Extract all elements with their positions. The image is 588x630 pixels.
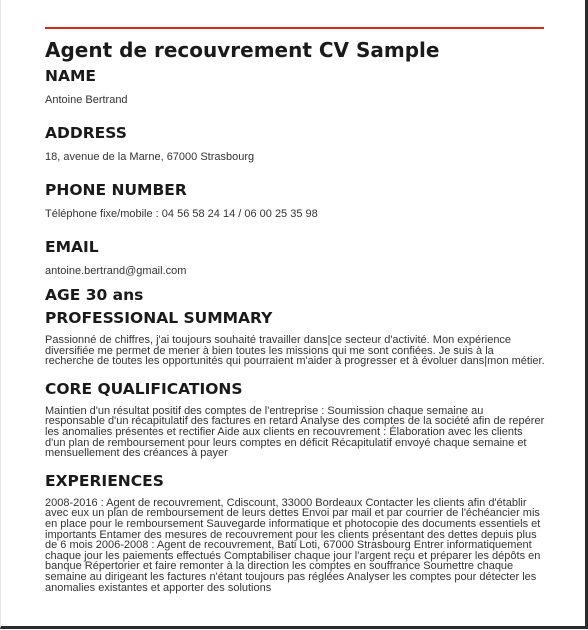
summary-text: Passionné de chiffres, j'ai toujours souhaité travailler dans|ce secteur d'activité. Mon expérience diversifiée me permet de mener à bien toutes les missions qui me sont confiées. Je suis à la recherche de toutes les opportunités qui pourraient m'aider à progresser et à évoluer dans|mon métier.	[45, 334, 545, 368]
email-value: antoine.bertrand@gmail.com	[45, 265, 187, 277]
phone-value: Téléphone fixe/mobile : 04 56 58 24 14 / 06 00 25 35 98	[45, 208, 318, 220]
header-accent-rule	[45, 27, 544, 29]
summary-heading: PROFESSIONAL SUMMARY	[45, 309, 273, 327]
experiences-text: 2008-2016 : Agent de recouvrement, Cdiscount, 33000 Bordeaux Contacter les clients afin d'établir avec eux un plan de remboursement de leurs dettes Envoi par mail et par courrier de l'échéancier mis en place pour le remboursement Sauvegarde informatique et photocopie des documents essentiels et importants Entamer des mesures de recouvrement pour les clients présentant des dettes depuis plus de 6 mois 2006-2008 : Agent de recouvrement, Bati Loti, 67000 Strasbourg Entrer informatiquement chaque jour les paiements effectués Comptabiliser chaque jour l'argent reçu et préparer les dépôts en banque Répertorier et faire remonter à la direction les comptes en souffrance Soumettre chaque semaine au dirigeant les factures n'étant toujours pas réglées Analyser les comptes pour détecter les anomalies existantes et apporter des solutions	[45, 496, 541, 594]
phone-heading: PHONE NUMBER	[45, 181, 187, 199]
age-heading: AGE 30 ans	[45, 286, 144, 304]
address-heading: ADDRESS	[45, 124, 127, 142]
experiences-heading: EXPERIENCES	[45, 471, 164, 490]
email-heading: EMAIL	[45, 238, 99, 256]
address-value: 18, avenue de la Marne, 67000 Strasbourg	[45, 151, 255, 163]
document-title: Agent de recouvrement CV Sample	[45, 38, 440, 62]
name-heading: NAME	[45, 67, 96, 85]
cv-document	[45, 36, 545, 593]
qualifications-text: Maintien d'un résultat positif des comptes de l'entreprise : Soumission chaque semaine au responsable d'un récapitulatif des factures en retard Analyse des comptes de la société afin de repérer les anomalies présentes et rectifier Aide aux clients en recouvrement : Élaboration avec les clients d'un plan de remboursement pour leurs comptes en déficit Récapitulatif envoyé chaque semaine et mensuellement des créances à payer	[45, 404, 545, 460]
name-value: Antoine Bertrand	[45, 94, 128, 106]
qualifications-heading: CORE QUALIFICATIONS	[45, 379, 243, 398]
